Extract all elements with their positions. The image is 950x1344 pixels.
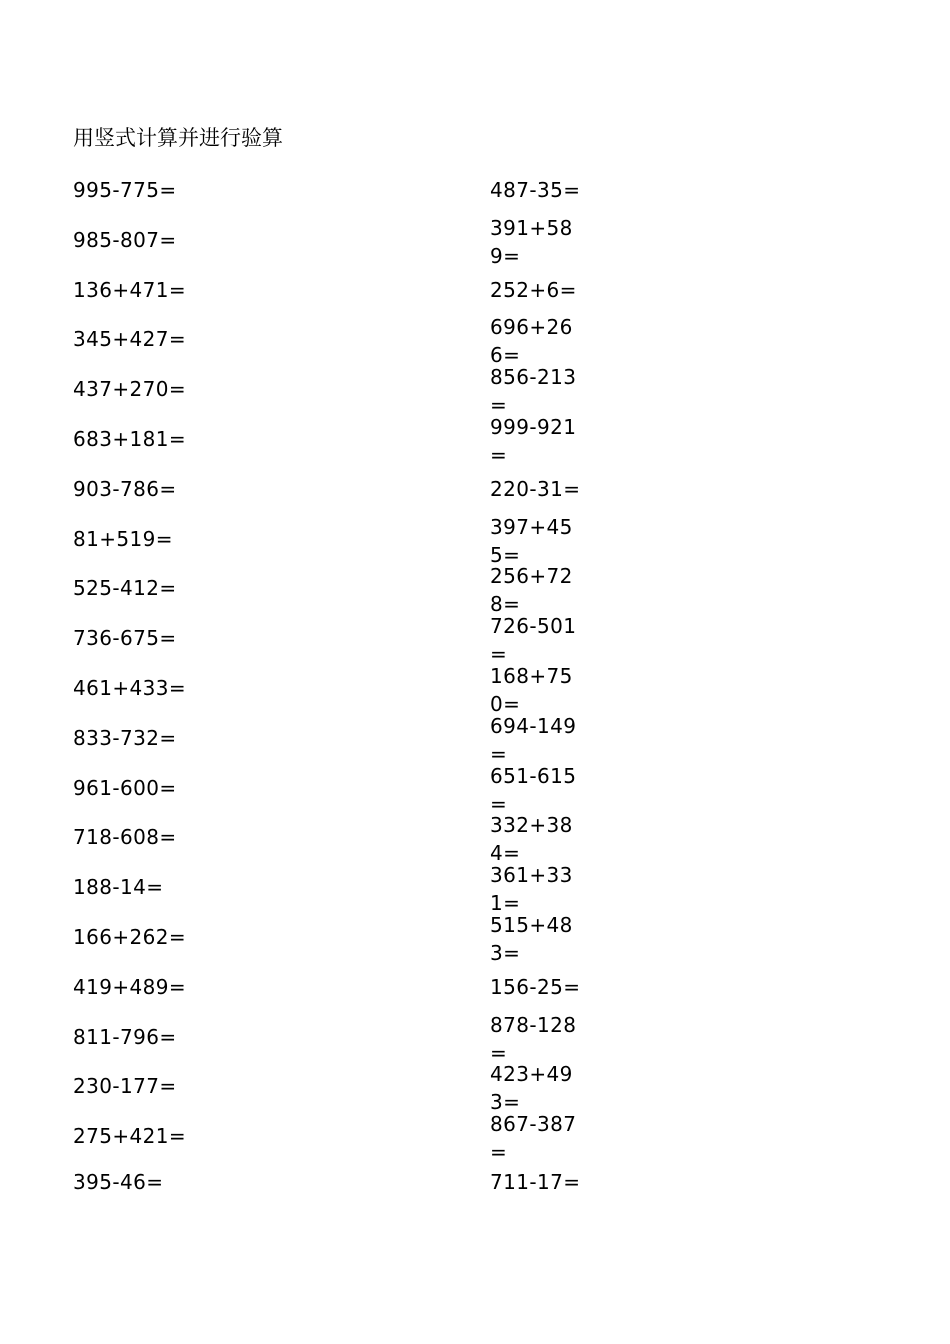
problem-expression: 683+181= [73, 426, 187, 451]
problem-expression: 487-35= [490, 178, 581, 202]
problem-expression: 81+519= [73, 526, 173, 551]
problem-expression: 999-921= [490, 414, 577, 467]
problem-expression: 397+455= [490, 514, 573, 567]
problem-expression: 726-501= [490, 614, 577, 667]
problem-expression: 256+728= [490, 564, 573, 617]
problem-expression: 961-600= [73, 775, 177, 800]
problem-expression: 391+589= [490, 215, 573, 268]
problem-expression: 252+6= [490, 277, 577, 302]
problem-expression: 811-796= [73, 1024, 177, 1049]
problem-expression: 995-775= [73, 178, 177, 202]
problem-expression: 136+471= [73, 277, 187, 302]
problem-expression: 156-25= [490, 974, 581, 999]
problem-expression: 515+483= [490, 912, 573, 965]
problem-expression: 696+266= [490, 315, 573, 368]
problem-expression: 711-17= [490, 1169, 581, 1194]
problem-expression: 867-387= [490, 1112, 577, 1165]
problem-expression: 395-46= [73, 1169, 164, 1194]
worksheet-title: 用竖式计算并进行验算 [73, 126, 283, 150]
problem-expression: 718-608= [73, 825, 177, 850]
problem-expression: 985-807= [73, 227, 177, 252]
problem-expression: 651-615= [490, 763, 577, 816]
problem-expression: 230-177= [73, 1074, 177, 1099]
problem-expression: 188-14= [73, 875, 164, 900]
problem-expression: 345+427= [73, 327, 187, 352]
problem-expression: 361+331= [490, 863, 573, 916]
problem-expression: 461+433= [73, 675, 187, 700]
problem-expression: 168+750= [490, 663, 573, 716]
problem-expression: 525-412= [73, 576, 177, 601]
problem-expression: 220-31= [490, 476, 581, 501]
problem-expression: 437+270= [73, 377, 187, 402]
problem-expression: 419+489= [73, 974, 187, 999]
problem-expression: 856-213= [490, 365, 577, 418]
problem-expression: 423+493= [490, 1062, 573, 1115]
problem-expression: 332+384= [490, 813, 573, 866]
problem-expression: 903-786= [73, 476, 177, 501]
problem-expression: 275+421= [73, 1124, 187, 1149]
problem-expression: 694-149= [490, 713, 577, 766]
problem-expression: 833-732= [73, 725, 177, 750]
problem-expression: 166+262= [73, 924, 187, 949]
problem-expression: 878-128= [490, 1012, 577, 1065]
problem-expression: 736-675= [73, 626, 177, 651]
